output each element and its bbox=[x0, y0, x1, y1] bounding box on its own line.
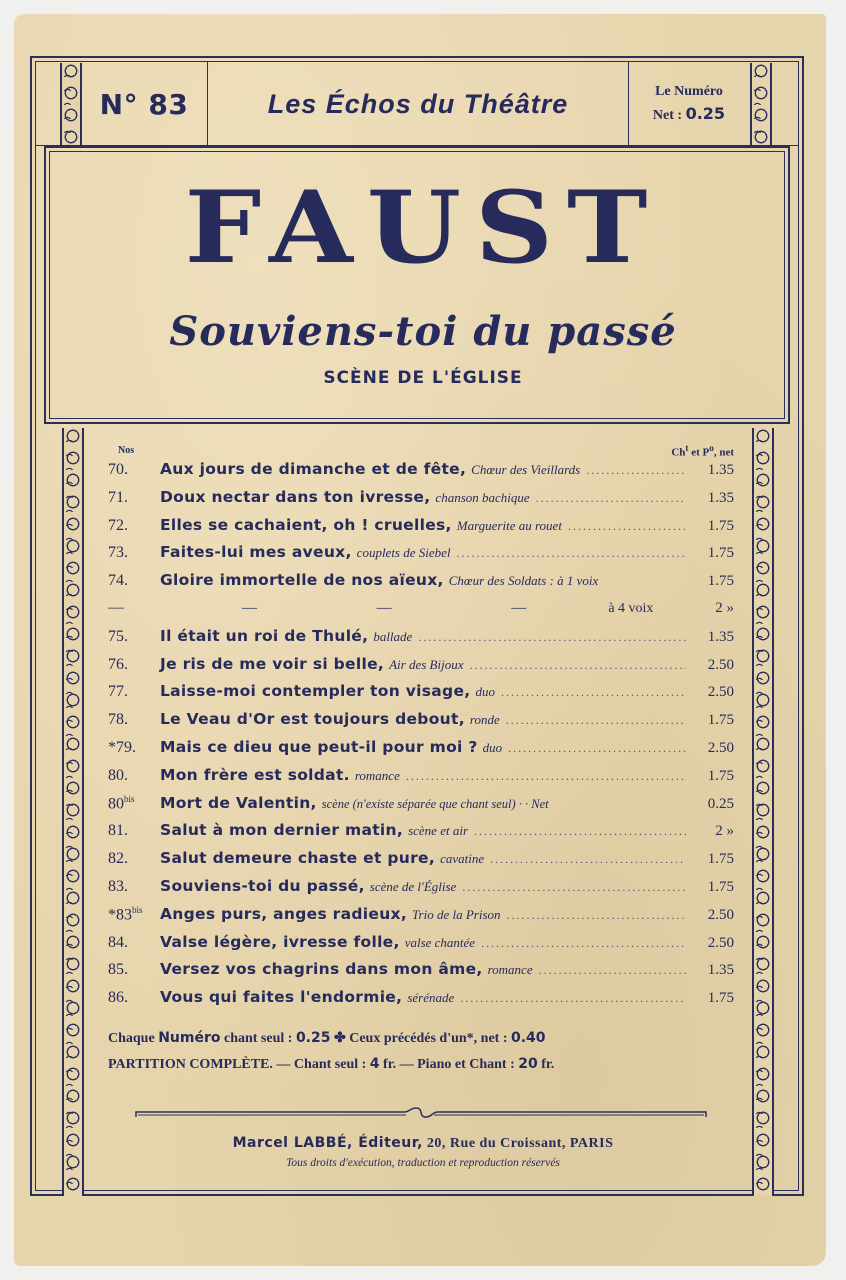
song-desc: scène (n'existe séparée que chant seul) · · Net bbox=[321, 796, 549, 811]
song-title: Le Veau d'Or est toujours debout, bbox=[160, 710, 465, 729]
song-desc: Marguerite au rouet bbox=[456, 517, 562, 533]
song-desc: romance bbox=[354, 767, 400, 783]
main-title: FAUST bbox=[184, 170, 662, 286]
list-item: 72. Elles se cachaient, oh ! cruelles, Marguerite au rouet ..... 1.75 bbox=[108, 516, 734, 544]
song-price: 2 » bbox=[715, 599, 734, 616]
song-title: Elles se cachaient, oh ! cruelles, bbox=[160, 515, 452, 534]
song-price: 1.75 bbox=[707, 712, 734, 729]
song-price: 1.75 bbox=[707, 767, 734, 784]
rights-notice: Tous droits d'exécution, traduction et reproduction réservés bbox=[286, 1157, 560, 1169]
song-title: Aux jours de dimanche et de fête, bbox=[160, 460, 467, 478]
song-title: Faites-lui mes aveux, bbox=[160, 543, 352, 562]
song-desc: Chœur des Soldats : à 1 voix bbox=[448, 573, 599, 589]
song-title: Mon frère est soldat. bbox=[160, 765, 350, 784]
song-price: 1.75 bbox=[707, 545, 734, 562]
price-notes bbox=[108, 1030, 734, 1082]
song-title: Doux nectar dans ton ivresse, bbox=[160, 487, 431, 506]
song-desc: duo bbox=[475, 684, 495, 700]
song-desc: scène et air bbox=[408, 823, 468, 839]
song-price: 1.75 bbox=[707, 517, 734, 534]
song-desc: duo bbox=[482, 739, 503, 755]
song-desc: ronde bbox=[469, 712, 500, 728]
list-item: 77. Laisse-moi contempler ton visage, duo ..... 2.50 bbox=[108, 682, 734, 710]
song-price: 2.50 bbox=[707, 934, 734, 951]
fruit-ornament-icon bbox=[752, 428, 774, 1196]
list-item: 82. Salut demeure chaste et pure, cavatine ..... 1.75 bbox=[108, 849, 734, 877]
list-item: 81. Salut à mon dernier matin, scène et air ..... 2 » bbox=[108, 821, 734, 849]
song-title: Laisse-moi contempler ton visage, bbox=[160, 682, 471, 701]
list-item: $*83^{bis}$ Anges purs, anges radieux, Trio de la Prison ..... 2.50 bbox=[108, 905, 734, 933]
list-item: 84. Valse légère, ivresse folle, valse chantée ..... 2.50 bbox=[108, 933, 734, 961]
song-desc: valse chantée bbox=[404, 934, 476, 950]
publisher-line: Marcel LABBÉ, Éditeur, 20, Rue du Croissant, PARIS bbox=[232, 1135, 614, 1151]
header-divider bbox=[628, 62, 629, 146]
song-price: 2.50 bbox=[707, 684, 734, 701]
series-title: Les Échos du Théâtre bbox=[267, 88, 569, 119]
song-desc: scène de l'Église bbox=[369, 878, 457, 894]
song-title: Mort de Valentin, bbox=[160, 793, 317, 812]
list-item: 75. Il était un roi de Thulé, ballade ..... 1.35 bbox=[108, 627, 734, 655]
list-item: 71. Doux nectar dans ton ivresse, chanson bachique ..... 1.35 bbox=[108, 488, 734, 516]
list-item: 83. Souviens-toi du passé, scène de l'Église ..... 1.75 bbox=[108, 877, 734, 905]
song-price: 1.35 bbox=[707, 962, 734, 979]
list-item: 74. Gloire immortelle de nos aïeux, Chœur des Soldats : à 1 voix 1.75 bbox=[108, 571, 734, 590]
price-box bbox=[630, 62, 748, 146]
issue-number: N° 83 bbox=[99, 87, 189, 121]
column-header-numbers: Nos bbox=[118, 445, 135, 456]
list-item: 70. Aux jours de dimanche et de fête, Chœur des Vieillards ..... 1.35 bbox=[108, 460, 734, 488]
song-desc: cavatine bbox=[440, 851, 485, 867]
song-price: 1.75 bbox=[707, 851, 734, 868]
list-item: 78. Le Veau d'Or est toujours debout, ronde ..... 1.75 bbox=[108, 710, 734, 738]
song-desc: chanson bachique bbox=[435, 489, 530, 505]
column-header-price: Ch$^t$ et $P^o$, net bbox=[671, 443, 734, 459]
list-item: 85. Versez vos chagrins dans mon âme, romance ..... 1.35 bbox=[108, 960, 734, 988]
list-item: 86. Vous qui faites l'endormie, sérénade ..... 1.75 bbox=[108, 988, 734, 1016]
song-title: Mais ce dieu que peut-il pour moi ? bbox=[160, 737, 478, 756]
song-price: 2.50 bbox=[707, 656, 734, 673]
song-title: Anges purs, anges radieux, bbox=[160, 905, 408, 924]
song-list bbox=[108, 460, 734, 1016]
song-title: Il était un roi de Thulé, bbox=[160, 626, 369, 645]
fruit-ornament-icon bbox=[60, 63, 82, 147]
list-item: 73. Faites-lui mes aveux, couplets de Siebel ..... 1.75 bbox=[108, 543, 734, 571]
song-price: 2.50 bbox=[707, 907, 734, 924]
song-price: 2.50 bbox=[707, 739, 734, 756]
song-desc: sérénade bbox=[407, 990, 455, 1006]
song-price: 1.75 bbox=[707, 573, 734, 590]
song-price: 1.35 bbox=[707, 462, 734, 478]
song-title: Vous qui faites l'endormie, bbox=[160, 988, 403, 1007]
note-line-2: PARTITION COMPLÈTE. — Chant seul : 4 fr. — Piano et Chant : 20 fr. bbox=[108, 1056, 555, 1072]
song-desc: Air des Bijoux bbox=[389, 656, 464, 672]
song-price: 1.35 bbox=[707, 628, 734, 645]
song-title: Versez vos chagrins dans mon âme, bbox=[160, 960, 483, 979]
song-price: 2 » bbox=[715, 823, 734, 840]
subtitle: Souviens-toi du passé bbox=[169, 308, 677, 355]
price-net-value: 0.25 bbox=[685, 104, 726, 123]
song-title: Souviens-toi du passé, bbox=[160, 876, 365, 895]
scene-label: SCÈNE DE L'ÉGLISE bbox=[323, 368, 523, 388]
header-divider bbox=[207, 62, 208, 146]
song-desc: couplets de Siebel bbox=[356, 545, 451, 561]
song-title: Valse légère, ivresse folle, bbox=[160, 932, 400, 951]
fruit-ornament-icon bbox=[750, 63, 772, 147]
song-price: 1.35 bbox=[707, 489, 734, 506]
song-title: Salut à mon dernier matin, bbox=[160, 821, 404, 840]
song-price: 1.75 bbox=[707, 990, 734, 1007]
song-desc: Chœur des Vieillards bbox=[471, 462, 581, 477]
list-item: $80^{bis}$ Mort de Valentin, scène (n'existe séparée que chant seul) · · Net 0.25 bbox=[108, 793, 734, 812]
list-item: *79. Mais ce dieu que peut-il pour moi ? duo ..... 2.50 bbox=[108, 738, 734, 766]
song-desc: Trio de la Prison bbox=[412, 907, 501, 923]
song-title: Gloire immortelle de nos aïeux, bbox=[160, 571, 444, 590]
note-line-1: Chaque Numéro chant seul : 0.25 ✤ Ceux précédés d'un*, net : 0.40 bbox=[108, 1030, 546, 1046]
list-item-continuation: — — — — à 4 voix 2 » bbox=[108, 598, 734, 616]
song-price: 1.75 bbox=[707, 878, 734, 895]
swash-divider-icon bbox=[134, 1107, 708, 1119]
list-item: 76. Je ris de me voir si belle, Air des Bijoux ..... 2.50 bbox=[108, 655, 734, 683]
song-title: Je ris de me voir si belle, bbox=[160, 654, 385, 673]
song-desc: ballade bbox=[373, 628, 413, 644]
song-price: 0.25 bbox=[707, 795, 734, 812]
list-item: 80. Mon frère est soldat. romance ..... 1.75 bbox=[108, 766, 734, 794]
price-net: Net : 0.25 bbox=[652, 104, 726, 123]
song-title: Salut demeure chaste et pure, bbox=[160, 849, 436, 868]
fruit-ornament-icon bbox=[62, 428, 84, 1196]
price-label: Le Numéro bbox=[655, 84, 723, 99]
song-desc: romance bbox=[487, 962, 533, 978]
